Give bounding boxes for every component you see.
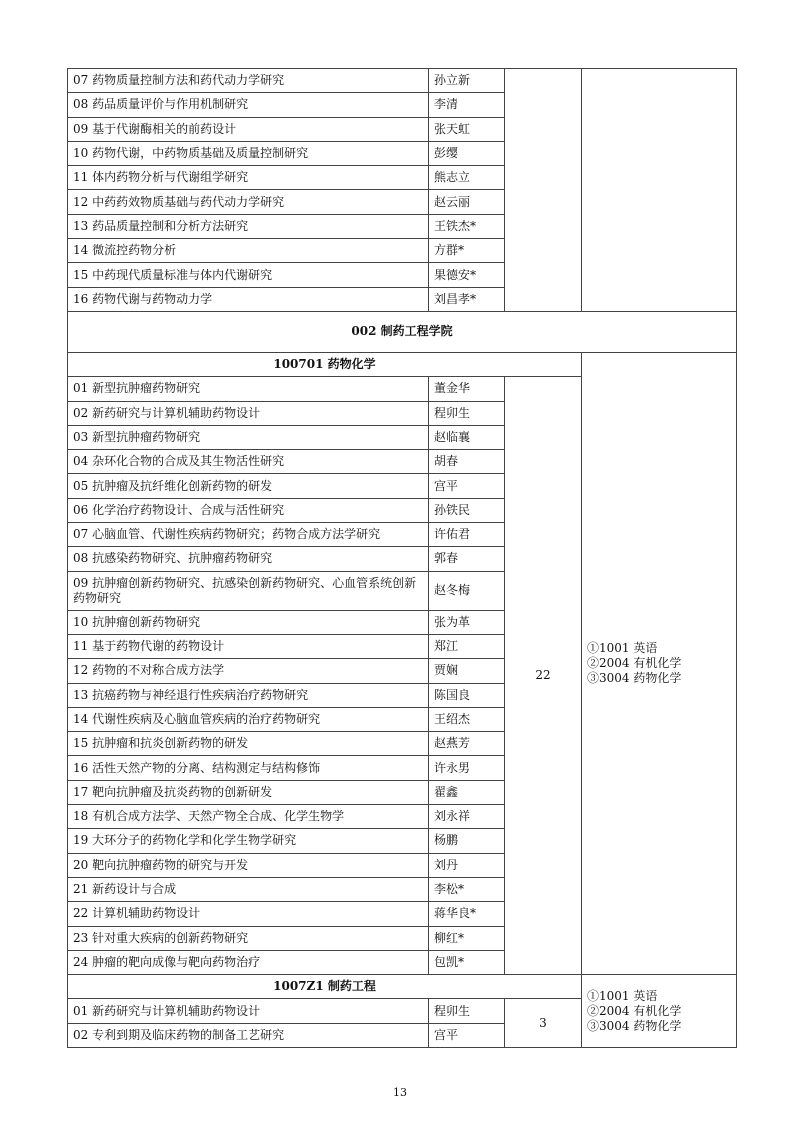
supervisor-name: 许佑君 [429, 523, 505, 547]
supervisor-name: 宫平 [429, 1023, 505, 1047]
supervisor-name: 李清 [429, 93, 505, 117]
research-direction: 24 肿瘤的靶向成像与靶向药物治疗 [68, 950, 429, 974]
page-number: 13 [393, 1086, 407, 1099]
research-direction: 20 靶向抗肿瘤药物的研究与开发 [68, 853, 429, 877]
enrollment-count [505, 69, 582, 312]
supervisor-name: 郑江 [429, 634, 505, 658]
supervisor-name: 王铁杰* [429, 214, 505, 238]
research-direction: 05 抗肿瘤及抗纤维化创新药物的研发 [68, 474, 429, 498]
table-body [68, 69, 737, 1048]
school-row [68, 311, 737, 352]
supervisor-name: 程卯生 [429, 401, 505, 425]
supervisor-name: 李松* [429, 877, 505, 901]
supervisor-name: 彭缨 [429, 141, 505, 165]
exam-subject: ①1001 英语 [587, 988, 658, 1003]
program-title: 1007Z1 制药工程 [68, 975, 582, 999]
exam-subject: ②2004 有机化学 [587, 1003, 682, 1018]
research-direction: 08 药品质量评价与作用机制研究 [68, 93, 429, 117]
research-direction: 01 新型抗肿瘤药物研究 [68, 377, 429, 401]
supervisor-name: 赵临襄 [429, 425, 505, 449]
research-direction: 16 药物代谢与药物动力学 [68, 287, 429, 311]
research-direction: 09 基于代谢酶相关的前药设计 [68, 117, 429, 141]
supervisor-name: 蒋华良* [429, 902, 505, 926]
supervisor-name: 果德安* [429, 263, 505, 287]
supervisor-name: 柳红* [429, 926, 505, 950]
research-direction: 12 中药药效物质基础与药代动力学研究 [68, 190, 429, 214]
supervisor-name: 许永男 [429, 756, 505, 780]
research-direction: 15 抗肿瘤和抗炎创新药物的研发 [68, 732, 429, 756]
research-direction: 14 微流控药物分析 [68, 239, 429, 263]
supervisor-name: 程卯生 [429, 999, 505, 1023]
research-direction: 02 专利到期及临床药物的制备工艺研究 [68, 1023, 429, 1047]
supervisor-name: 翟鑫 [429, 780, 505, 804]
research-direction: 10 药物代谢，中药物质基础及质量控制研究 [68, 141, 429, 165]
research-direction: 14 代谢性疾病及心脑血管疾病的治疗药物研究 [68, 707, 429, 731]
supervisor-name: 刘昌孝* [429, 287, 505, 311]
supervisor-name: 赵云丽 [429, 190, 505, 214]
supervisor-name: 方群* [429, 239, 505, 263]
research-direction: 11 基于药物代谢的药物设计 [68, 634, 429, 658]
research-direction: 10 抗肿瘤创新药物研究 [68, 610, 429, 634]
research-direction: 15 中药现代质量标准与体内代谢研究 [68, 263, 429, 287]
supervisor-name: 包凯* [429, 950, 505, 974]
research-direction: 13 抗癌药物与神经退行性疾病治疗药物研究 [68, 683, 429, 707]
research-direction: 09 抗肿瘤创新药物研究、抗感染创新药物研究、心血管系统创新药物研究 [68, 571, 429, 610]
research-direction: 12 药物的不对称合成方法学 [68, 659, 429, 683]
table-row [68, 69, 737, 93]
supervisor-name: 贾娴 [429, 659, 505, 683]
supervisor-name: 杨鹏 [429, 829, 505, 853]
supervisor-name: 熊志立 [429, 166, 505, 190]
supervisor-name: 董金华 [429, 377, 505, 401]
research-direction: 22 计算机辅助药物设计 [68, 902, 429, 926]
supervisor-name: 张为革 [429, 610, 505, 634]
exam-subjects [582, 69, 737, 312]
program-title: 100701 药物化学 [68, 352, 582, 376]
research-direction: 11 体内药物分析与代谢组学研究 [68, 166, 429, 190]
supervisor-name: 胡春 [429, 450, 505, 474]
research-direction: 08 抗感染药物研究、抗肿瘤药物研究 [68, 547, 429, 571]
research-direction: 07 药物质量控制方法和药代动力学研究 [68, 69, 429, 93]
exam-subject: ③3004 药物化学 [587, 671, 682, 686]
exam-subject: ①1001 英语 [587, 641, 658, 656]
program-row [68, 975, 737, 999]
exam-subject: ②2004 有机化学 [587, 656, 682, 671]
exam-subject: ③3004 药物化学 [587, 1018, 682, 1033]
supervisor-name: 王绍杰 [429, 707, 505, 731]
research-direction: 18 有机合成方法学、天然产物全合成、化学生物学 [68, 805, 429, 829]
exam-subjects [582, 975, 737, 1048]
supervisor-name: 陈国良 [429, 683, 505, 707]
exam-subjects [582, 352, 737, 974]
admissions-table [67, 68, 737, 1048]
research-direction: 19 大环分子的药物化学和化学生物学研究 [68, 829, 429, 853]
supervisor-name: 宫平 [429, 474, 505, 498]
research-direction: 17 靶向抗肿瘤及抗炎药物的创新研发 [68, 780, 429, 804]
enrollment-count: 3 [505, 999, 582, 1048]
research-direction: 13 药品质量控制和分析方法研究 [68, 214, 429, 238]
supervisor-name: 刘丹 [429, 853, 505, 877]
research-direction: 04 杂环化合物的合成及其生物活性研究 [68, 450, 429, 474]
research-direction: 06 化学治疗药物设计、合成与活性研究 [68, 498, 429, 522]
program-row [68, 352, 737, 376]
supervisor-name: 赵冬梅 [429, 571, 505, 610]
supervisor-name: 郭春 [429, 547, 505, 571]
research-direction: 21 新药设计与合成 [68, 877, 429, 901]
supervisor-name: 孙铁民 [429, 498, 505, 522]
supervisor-name: 赵燕芳 [429, 732, 505, 756]
research-direction: 02 新药研究与计算机辅助药物设计 [68, 401, 429, 425]
research-direction: 23 针对重大疾病的创新药物研究 [68, 926, 429, 950]
research-direction: 07 心脑血管、代谢性疾病药物研究；药物合成方法学研究 [68, 523, 429, 547]
supervisor-name: 张天虹 [429, 117, 505, 141]
research-direction: 01 新药研究与计算机辅助药物设计 [68, 999, 429, 1023]
research-direction: 03 新型抗肿瘤药物研究 [68, 425, 429, 449]
supervisor-name: 刘永祥 [429, 805, 505, 829]
supervisor-name: 孙立新 [429, 69, 505, 93]
research-direction: 16 活性天然产物的分离、结构测定与结构修饰 [68, 756, 429, 780]
enrollment-count: 22 [505, 377, 582, 975]
school-title: 002 制药工程学院 [68, 311, 737, 352]
